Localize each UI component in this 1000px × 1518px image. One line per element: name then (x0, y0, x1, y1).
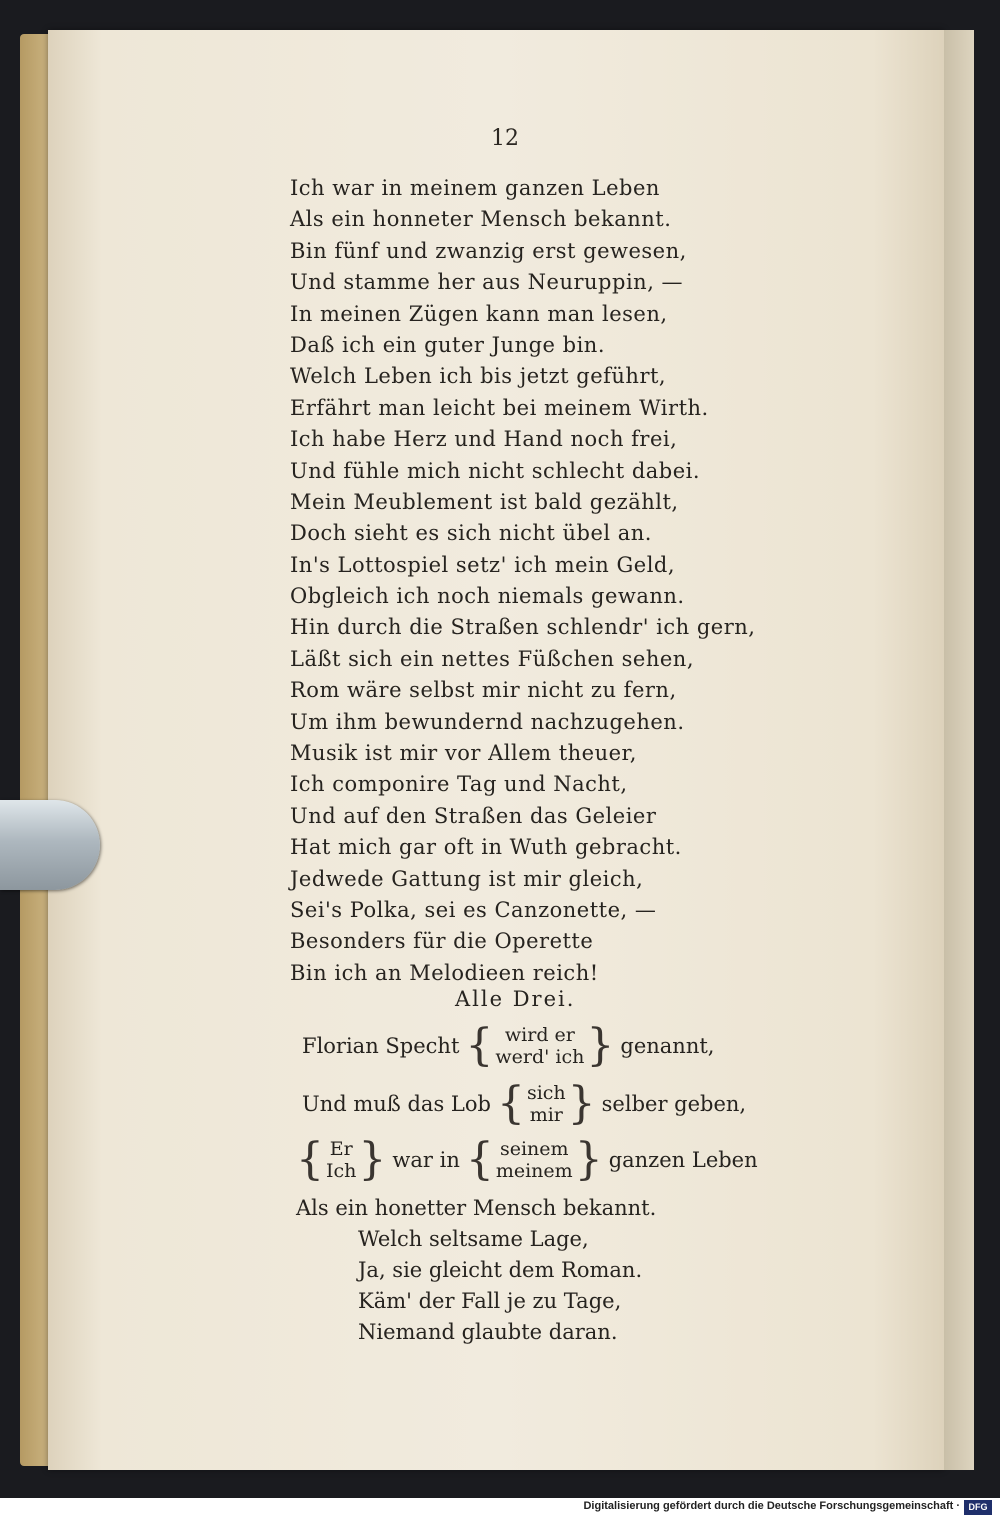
verse-line: Besonders für die Operette (290, 929, 594, 954)
verse-line: Ich habe Herz und Hand noch frei, (290, 427, 678, 452)
choice-line-2 (296, 1078, 752, 1129)
choice-option: sich (526, 1082, 566, 1104)
verse-line: Sei's Polka, sei es Canzonette, — (290, 897, 657, 922)
choice-prefix: Florian Specht (302, 1034, 460, 1058)
verse-line: Rom wäre selbst mir nicht zu fern, (290, 678, 677, 703)
choice-option: Er (329, 1138, 353, 1160)
verse-line: Ich war in meinem ganzen Leben (290, 176, 660, 200)
choice-options (494, 1138, 575, 1182)
verse-line: Käm' der Fall je zu Tage, (358, 1289, 622, 1313)
verse-line: Obgleich ich noch niemals gewann. (290, 584, 685, 609)
footer-bar (0, 1498, 1000, 1518)
brace-open: { (465, 1020, 494, 1071)
verse-line: Welch seltsame Lage, (358, 1227, 589, 1251)
page-number: 12 (491, 126, 519, 151)
choice-options (493, 1024, 586, 1068)
verse-line: Ja, sie gleicht dem Roman. (358, 1258, 643, 1282)
verse-line: Und fühle mich nicht schlecht dabei. (290, 458, 701, 483)
verse-line: Musik ist mir vor Allem theuer, (290, 741, 637, 766)
brace-close: } (574, 1134, 603, 1185)
choice-option: mir (529, 1104, 563, 1126)
speaker-heading: Alle Drei. (455, 987, 576, 1011)
verse-line: Doch sieht es sich nicht übel an. (290, 521, 652, 546)
choice-line-1 (296, 1020, 720, 1071)
brace-close: } (358, 1134, 387, 1185)
verse-line: Läßt sich ein nettes Füßchen sehen, (290, 646, 695, 671)
verse-line: Bin fünf und zwanzig erst gewesen, (290, 238, 687, 263)
choice-option: wird er (504, 1024, 575, 1046)
choice-suffix: selber geben, (601, 1092, 747, 1116)
choice-options (324, 1138, 358, 1182)
choice-middle: war in (392, 1148, 460, 1172)
verse-line: In meinen Zügen kann man lesen, (290, 301, 668, 326)
choice-option: seinem (499, 1138, 569, 1160)
verse-line: Hin durch die Straßen schlendr' ich gern, (290, 615, 756, 640)
verse-line: Niemand glaubte daran. (358, 1320, 618, 1344)
verse-line: Jedwede Gattung ist mir gleich, (290, 866, 644, 891)
verse-line: Ich componire Tag und Nacht, (290, 772, 628, 797)
brace-open: { (296, 1134, 324, 1185)
verse-line: Als ein honneter Mensch bekannt. (290, 207, 672, 232)
closing-verse (296, 1193, 656, 1348)
verse-line: Bin ich an Melodieen reich! (290, 960, 599, 985)
verse-block (290, 173, 756, 989)
dfg-logo: DFG (964, 1500, 992, 1515)
choice-line-3 (296, 1134, 764, 1185)
choice-suffix: genannt, (620, 1034, 715, 1058)
verse-line: Daß ich ein guter Junge bin. (290, 332, 606, 357)
brace-close: } (586, 1020, 615, 1071)
verse-line: In's Lottospiel setz' ich mein Geld, (290, 552, 676, 577)
choice-suffix: ganzen Leben (608, 1148, 758, 1172)
verse-line: Und stamme her aus Neuruppin, — (290, 270, 684, 295)
brace-open: { (496, 1078, 525, 1129)
verse-line: Als ein honetter Mensch bekannt. (296, 1196, 657, 1220)
brace-open: { (465, 1134, 494, 1185)
verse-line: Mein Meublement ist bald gezählt, (290, 489, 679, 514)
choice-prefix: Und muß das Lob (302, 1092, 491, 1116)
verse-line: Hat mich gar oft in Wuth gebracht. (290, 835, 682, 860)
choice-options (525, 1082, 568, 1126)
verse-line: Welch Leben ich bis jetzt geführt, (290, 364, 667, 389)
verse-line: Erfährt man leicht bei meinem Wirth. (290, 395, 709, 420)
brace-close: } (567, 1078, 596, 1129)
verse-line: Um ihm bewundernd nachzugehen. (290, 709, 685, 734)
funding-notice: Digitalisierung gefördert durch die Deutsche Forschungsgemeinschaft · (583, 1500, 960, 1512)
choice-option: meinem (495, 1160, 573, 1182)
verse-line: Und auf den Straßen das Geleier (290, 803, 657, 828)
page-clip (0, 800, 100, 890)
next-page-edge (944, 30, 974, 1470)
choice-option: Ich (326, 1160, 357, 1182)
choice-option: werd' ich (495, 1046, 585, 1068)
